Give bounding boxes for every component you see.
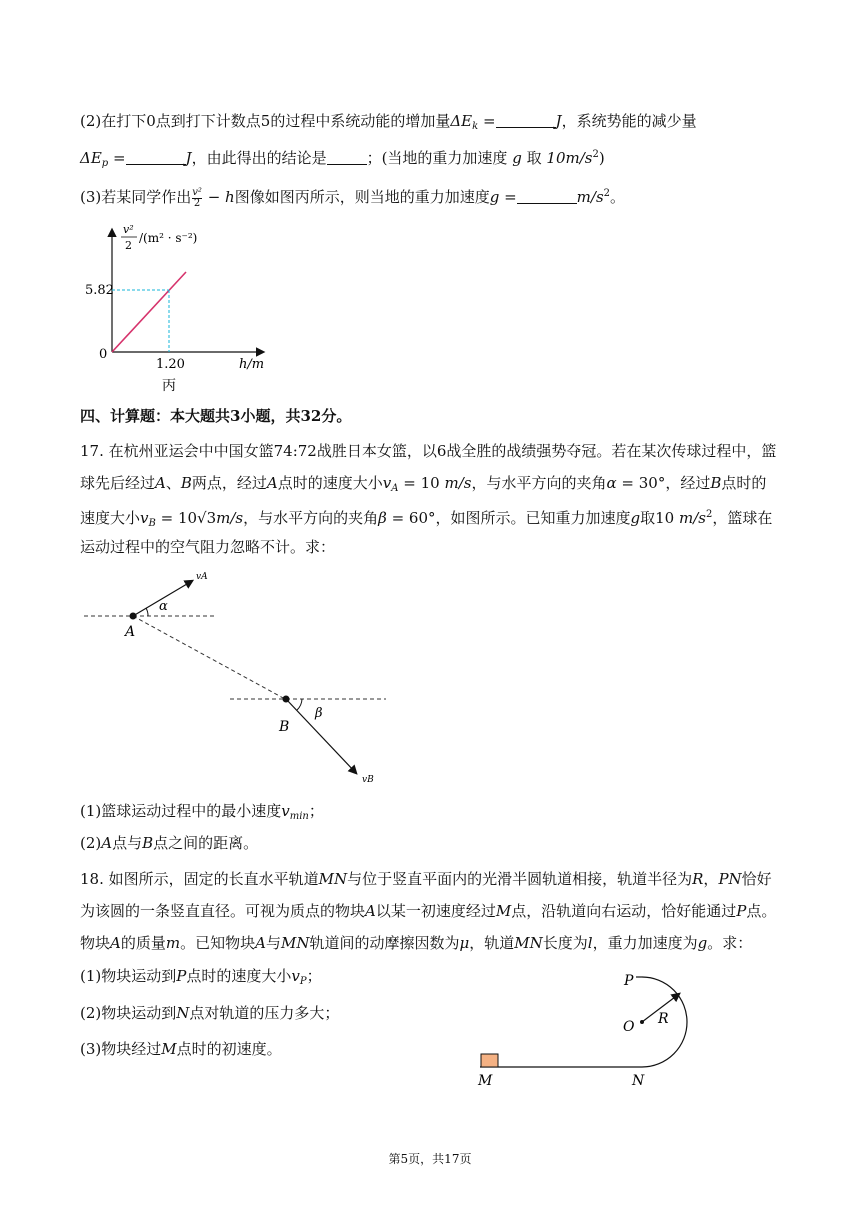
q18-line1: 18. 如图所示，固定的长直水平轨道MN与位于竖直平面内的光滑半圆轨道相接，轨道半径为R，PN恰好 [80,870,772,888]
v2-over-2-fraction: $\frac{\text{v²}}{2}$ [192,186,202,209]
label-va: vA [196,572,208,582]
x-axis-label: h/m [239,357,265,372]
block-a [481,1054,498,1067]
origin-label: 0 [99,347,108,362]
section-title: 四、计算题：本大题共3小题，共32分。 [80,407,352,425]
label-alpha: α [159,599,168,614]
q18-sub1: (1)物块运动到P点时的速度大小$v_P$； [80,967,322,987]
answer-blank[interactable] [327,150,367,165]
q17-line2: 球先后经过A、B两点，经过A点时的速度大小$v_A = 10$ m/s，与水平方向的夹角α = 30°，经过B点时的 [80,474,767,494]
q18-sub3: (3)物块经过M点时的初速度。 [80,1040,282,1058]
label-m: M [478,1073,493,1089]
q17-line4: 运动过程中的空气阻力忽略不计。求： [80,538,336,556]
q16-part2-line1: (2)在打下0点到打下计数点5的过程中系统动能的增加量$\Delta E_k = J$，系统势能的减少量 [80,112,697,132]
label-n: N [632,1073,645,1089]
q18-line3: 物块A的质量m。已知物块A与MN轨道间的动摩擦因数为μ，轨道MN长度为l，重力加速度为g。求： [80,934,753,952]
answer-blank[interactable] [126,150,186,165]
point-b [283,696,290,703]
q17-figure [80,566,400,786]
y-label-denominator: 2 [125,239,132,252]
q16-part2-line2: $\Delta E_p = J$，由此得出的结论是 ；(当地的重力加速度 g 取 $10m/s^2$) [80,149,605,169]
label-b: B [279,719,290,735]
data-line [112,272,186,352]
q18-line2: 为该圆的一条竖直直径。可视为质点的物块A以某一初速度经过M点，沿轨道向右运动，恰好能通过P点。 [80,902,777,920]
label-o: O [623,1019,635,1035]
trajectory-dashed [133,616,285,699]
graph-caption: 丙 [162,378,176,394]
q17-line3: 速度大小$v_B = 10√3m/s$，与水平方向的夹角β = 60°，如图所示。已知重力加速度g取10 $m/s^2$，篮球在 [80,509,773,529]
label-r: R [658,1011,669,1027]
q17-line1: 17. 在杭州亚运会中中国女篮74:72战胜日本女篮，以6战全胜的战绩强势夺冠。若在某次传球过程中，篮 [80,442,777,460]
point-a [130,613,137,620]
graph-bing [85,222,285,400]
answer-blank[interactable] [496,113,556,128]
q17-sub2: (2)A点与B点之间的距离。 [80,834,259,852]
y-axis-unit: /(m² · s⁻²) [139,231,198,245]
page-footer: 第5页，共17页 [388,1152,472,1166]
beta-arc [297,699,302,710]
q18-figure [470,965,710,1095]
label-beta: β [315,706,323,721]
label-p: P [624,973,634,989]
x-tick-label: 1.20 [156,357,185,372]
q16-part3-line: (3)若某同学作出 $\frac{\text{v²}}{2}$ − h图像如图丙所示，则当地的重力加速度$g = m/s^2$。 [80,186,626,209]
q17-sub1: (1)篮球运动过程中的最小速度$v_{min}$； [80,802,324,822]
label-vb: vB [362,775,374,785]
center-o [640,1020,644,1024]
y-tick-label: 5.82 [85,283,114,298]
y-label-numerator: v² [123,223,134,236]
q18-sub2: (2)物块运动到N点对轨道的压力多大； [80,1004,340,1022]
answer-blank[interactable] [517,189,577,204]
alpha-arc [146,608,148,616]
label-a: A [125,624,136,640]
